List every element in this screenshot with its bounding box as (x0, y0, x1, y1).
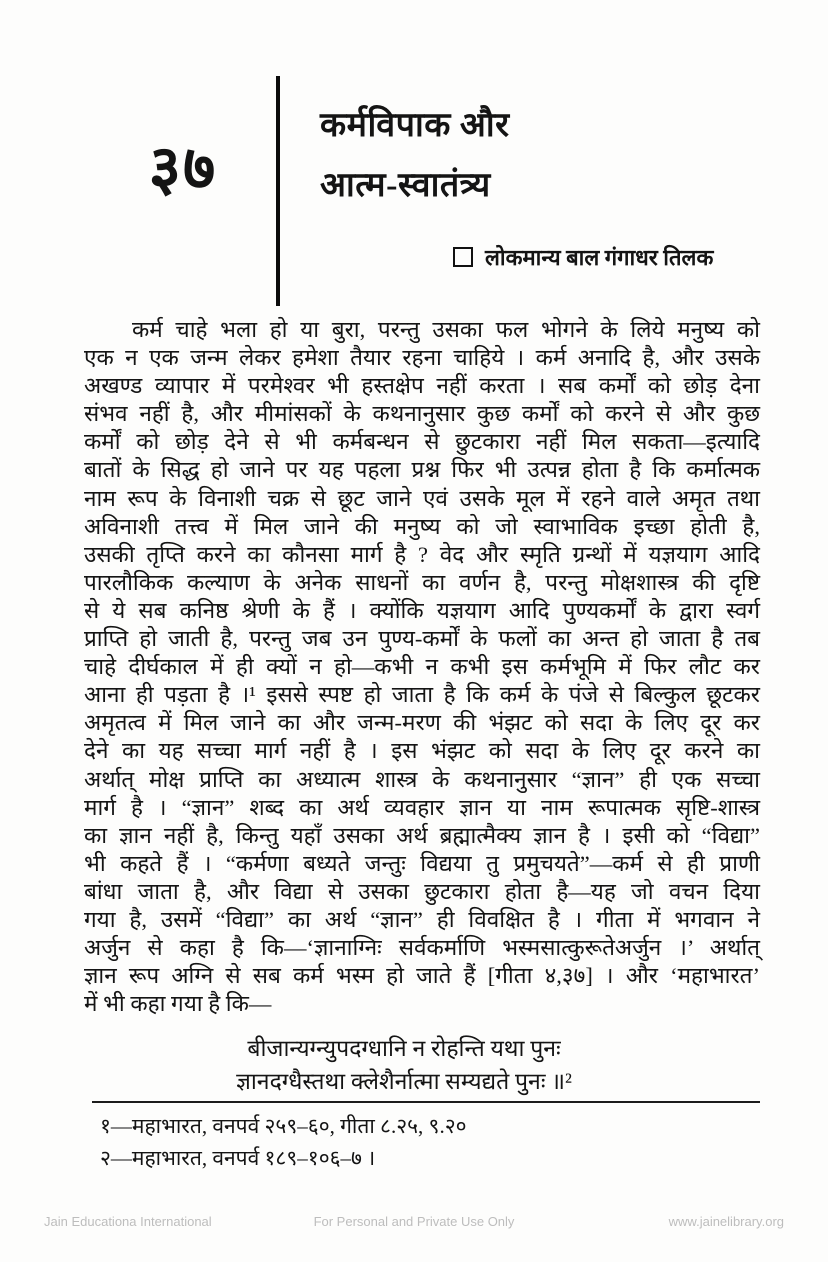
body-line-16: देने का यह सच्चा मार्ग नहीं है । इस भंझट को सदा के लिए दूर करने का (84, 738, 760, 764)
square-bullet-icon (453, 247, 473, 267)
body-line-25: में भी कहा गया है कि— (84, 991, 272, 1017)
author-line (453, 242, 713, 272)
body-line-9: उसकी तृप्ति करने का कौनसा मार्ग है ? वेद और स्मृति ग्रन्थों में यज्ञयाग आदि (84, 541, 760, 567)
footer-publisher: Jain Educationa International (44, 1214, 212, 1229)
body-line-5: कर्मों को छोड़ देने से भी कर्मबन्धन से छुटकारा नहीं मिल सकता—इत्यादि (84, 429, 760, 455)
verse-line-1: बीजान्यग्न्युपदग्धानि न रोहन्ति यथा पुनः (247, 1036, 561, 1061)
body-line-18: मार्ग है । “ज्ञान” शब्द का अर्थ व्यवहार ज्ञान या नाम रूपात्मक सृष्टि-शास्त्र (84, 794, 760, 820)
chapter-title (320, 96, 510, 216)
footnote-2: २—महाभारत, वनपर्व १८९–१०६–७ । (100, 1146, 376, 1170)
body-line-10: पारलौकिक कल्याण के अनेक साधनों का वर्णन है, परन्तु मोक्षशास्त्र की दृष्टि (84, 569, 760, 595)
footnote-1: १—महाभारत, वनपर्व २५९–६०, गीता ८.२५, ९.२० (100, 1114, 467, 1138)
body-line-20: भी कहते हैं । “कर्मणा बध्यते जन्तुः विद्यया तु प्रमुचयते”—कर्म से ही प्राणी (84, 850, 760, 876)
body-line-14: आना ही पड़ता है ।¹ इससे स्पष्ट हो जाता है कि कर्म के पंजे से बिल्कुल छूटकर (84, 682, 760, 708)
footnote-separator-rule (92, 1101, 760, 1103)
body-line-7: नाम रूप के विनाशी चक्र से छूट जाने एवं उसके मूल में रहने वाले अमृत तथा (84, 485, 760, 511)
body-line-24: ज्ञान रूप अग्नि से सब कर्म भस्म हो जाते हैं [गीता ४,३७] । और ‘महाभारत’ (84, 963, 760, 989)
body-line-15: अमृतत्व में मिल जाने का और जन्म-मरण की भंझट को सदा के लिए दूर कर (84, 710, 760, 736)
chapter-title-line1: कर्मविपाक और (320, 107, 510, 144)
verse-line-2: ज्ञानदग्धैस्तथा क्लेशैर्नात्मा सम्यद्यते पुनः ॥² (236, 1069, 572, 1094)
body-line-17: अर्थात् मोक्ष प्राप्ति का अध्यात्म शास्त्र के कथनानुसार “ज्ञान” ही एक सच्चा (84, 766, 760, 792)
body-line-23: अर्जुन से कहा है कि—‘ज्ञानाग्निः सर्वकर्माणि भस्मसात्कुरूतेअर्जुन ।’ अर्थात् (84, 935, 760, 961)
body-line-11: से ये सब कनिष्ठ श्रेणी के हैं । क्योंकि यज्ञयाग आदि पुण्यकर्मों के द्वारा स्वर्ग (84, 597, 760, 623)
body-text (84, 316, 760, 1018)
body-line-6: बातों के सिद्ध हो जाने पर यह पहला प्रश्न फिर भी उत्पन्न होता है कि कर्मात्मक (84, 457, 760, 483)
body-line-8: अविनाशी तत्त्व में मिल जाने की मनुष्य को जो स्वाभाविक इच्छा होती है, (84, 513, 760, 539)
sanskrit-verse (84, 1032, 724, 1098)
chapter-number: ३७ (148, 135, 218, 203)
header-vertical-divider (276, 76, 280, 306)
body-line-12: प्राप्ति हो जाती है, परन्तु जब उन पुण्य-कर्मों के फलों का अन्त हो जाता है तब (84, 626, 760, 652)
body-line-3: अखण्ड व्यापार में परमेश्वर भी हस्तक्षेप नहीं करता । सब कर्मों को छोड़ देना (84, 373, 760, 399)
body-line-22: गया है, उसमें “विद्या” का अर्थ “ज्ञान” ही विवक्षित है । गीता में भगवान ने (84, 906, 760, 932)
body-line-1: कर्म चाहे भला हो या बुरा, परन्तु उसका फल भोगने के लिये मनुष्य को (132, 317, 760, 342)
body-line-2: एक न एक जन्म लेकर हमेशा तैयार रहना चाहिये । कर्म अनादि है, और उसके (84, 345, 760, 371)
body-line-13: चाहे दीर्घकाल में ही क्यों न हो—कभी न कभी इस कर्मभूमि में फिर लौट कर (84, 654, 760, 680)
author-name: लोकमान्य बाल गंगाधर तिलक (485, 245, 714, 270)
footer-usage-notice: For Personal and Private Use Only (313, 1214, 515, 1229)
footnotes (100, 1110, 740, 1174)
footer-website: www.jainelibrary.org (668, 1214, 784, 1229)
body-line-21: बांधा जाता है, और विद्या से उसका छुटकारा होता है—यह जो वचन दिया (84, 878, 760, 904)
chapter-title-line2: आत्म-स्वातंत्र्य (320, 167, 491, 204)
body-line-4: संभव नहीं है, और मीमांसकों के कथनानुसार कुछ कर्मों को करने से और कुछ (84, 401, 760, 427)
body-line-19: का ज्ञान नहीं है, किन्तु यहाँ उसका अर्थ ब्रह्मात्मैक्य ज्ञान है । इसी को “विद्या” (84, 822, 760, 848)
